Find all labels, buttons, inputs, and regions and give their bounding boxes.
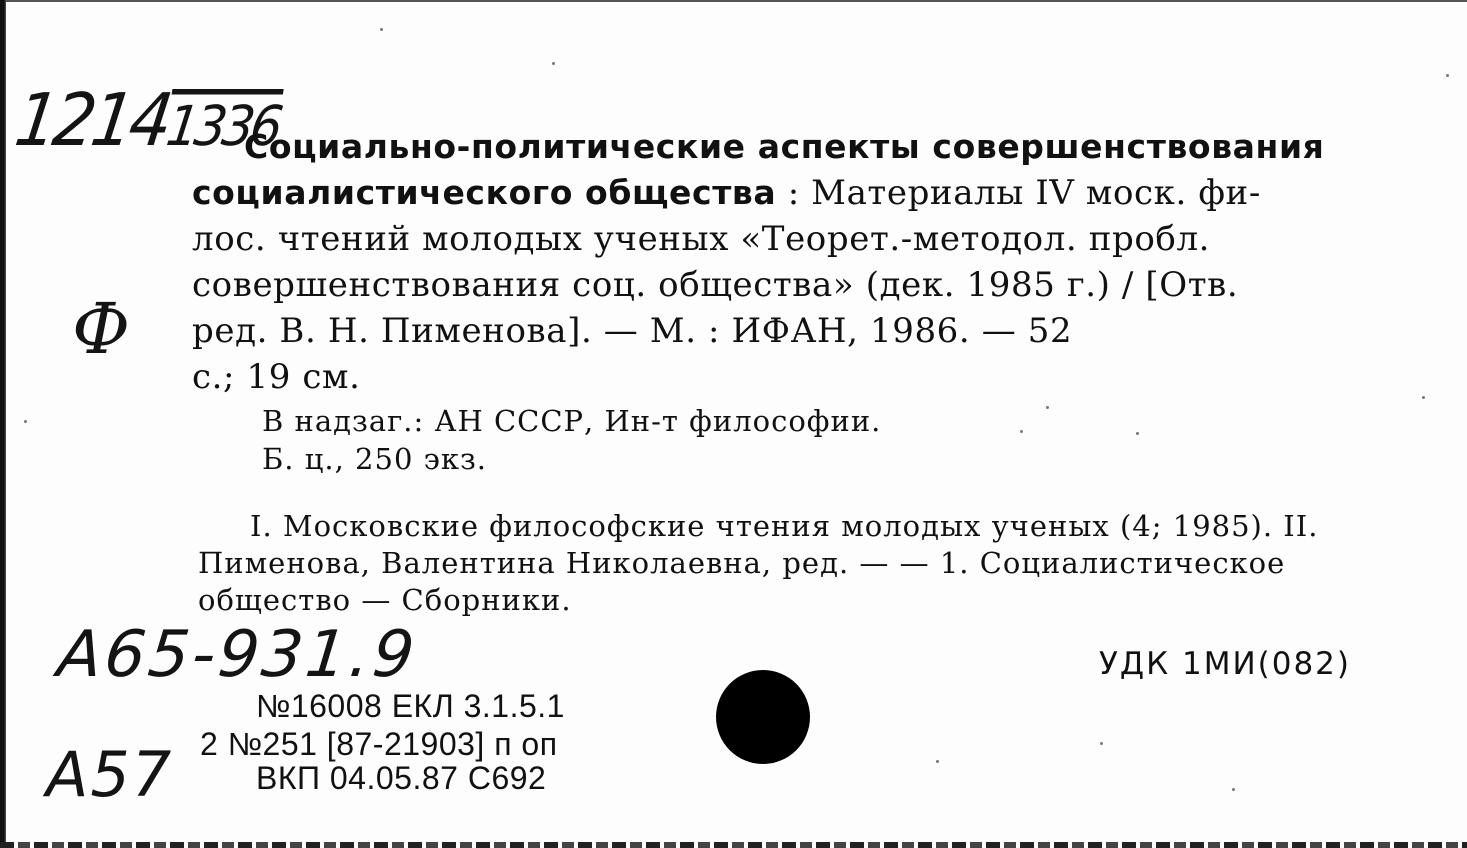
scan-speck — [1020, 430, 1023, 433]
scan-speck — [380, 28, 383, 31]
card-left-edge — [0, 0, 6, 848]
entry-title-line-1 — [192, 124, 1352, 170]
scan-speck — [1422, 396, 1425, 399]
tracing-line-1: I. Московские философские чтения молодых ученых (4; 1985). II. — [250, 509, 1319, 543]
scan-speck — [1232, 788, 1235, 791]
scan-speck — [1136, 432, 1139, 435]
entry-note-header: В надзаг.: АН СССР, Ин-т философии. — [262, 404, 882, 438]
entry-line-5: ред. В. Н. Пименова]. — М. : ИФАН, 1986. — 52 — [192, 311, 1073, 351]
subject-tracings — [198, 508, 1358, 619]
scan-speck — [552, 62, 555, 65]
scan-speck — [1100, 742, 1103, 745]
udc-code: УДК 1МИ(082) — [1099, 646, 1351, 682]
scan-speck — [24, 420, 27, 423]
entry-title-part-2: социалистического общества — [192, 173, 777, 212]
stat-line-3: ВКП 04.05.87 С692 — [256, 760, 547, 796]
record-number-part2: 1336 — [162, 94, 283, 159]
entry-title-line-2 — [192, 170, 1352, 216]
tracing-line-3: общество — Сборники. — [198, 583, 572, 617]
scan-speck — [936, 760, 939, 763]
handwritten-shelf-mark: А65-931.9 — [54, 618, 421, 692]
entry-line-3: лос. чтений молодых ученых «Теорет.-методол. пробл. — [192, 219, 1211, 259]
entry-line-6: с.; 19 см. — [192, 357, 361, 397]
stat-line-1: №16008 ЕКЛ 3.1.5.1 — [256, 688, 565, 724]
record-number-part1: 1214 — [10, 78, 174, 163]
scan-speck — [1446, 74, 1449, 77]
entry-note-price: Б. ц., 250 экз. — [262, 442, 488, 476]
card-top-edge — [0, 0, 1467, 2]
stat-line-2: 2 №251 [87-21903] п оп — [200, 726, 558, 762]
entry-subtitle-start: : Материалы IV моск. фи- — [776, 173, 1261, 213]
entry-line-4: совершенствования соц. общества» (дек. 1985 г.) / [Отв. — [192, 265, 1239, 305]
card-punch-hole — [716, 670, 810, 764]
handwritten-author-mark: А57 — [46, 738, 174, 811]
scan-speck — [1046, 406, 1049, 409]
tracing-line-2: Пименова, Валентина Николаевна, ред. — — 1. Социалистическое — [198, 546, 1286, 580]
card-bottom-edge — [0, 842, 1467, 848]
bibliographic-entry — [192, 124, 1352, 400]
handwritten-phi-mark: Ф — [72, 288, 131, 370]
entry-title-part-1: Социально-политические аспекты совершенствования — [244, 127, 1325, 166]
